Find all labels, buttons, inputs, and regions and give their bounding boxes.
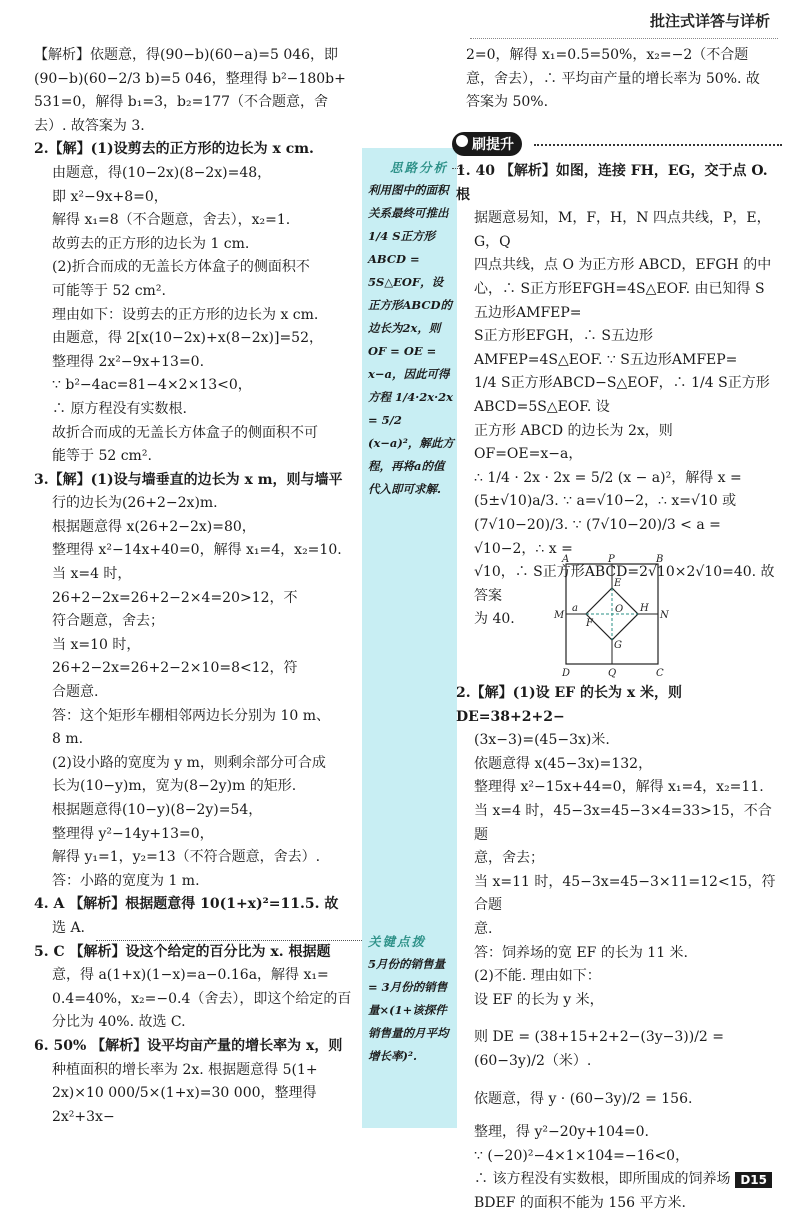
label-q: Q [608, 668, 617, 678]
sidebar-box-idea [368, 156, 454, 501]
left-line-0: 【解析】依题意，得(90−b)(60−a)=5 046，即 [34, 47, 339, 63]
left-line-10: 可能等于 52 cm². [52, 282, 166, 299]
right-line-31: BDEF 的面积不能为 156 平方米. [474, 1194, 686, 1211]
right-line-17: 依题意得 x(45−3x)=132， [474, 755, 653, 772]
left-line-40: 6. 50% 【解析】设平均亩产量的增长率为 x，则 [34, 1037, 343, 1054]
right-line-20: 意，舍去； [474, 850, 544, 867]
label-e: E [614, 578, 622, 589]
left-line-18: 3.【解】(1)设与墙垂直的边长为 x m，则与墙平 [34, 471, 343, 488]
left-line-30: 根据题意得(10−y)(8−2y)=54， [52, 802, 263, 818]
right-line-8: 1/4 S正方形ABCD−S△EOF，∴ 1/4 S正方形ABCD=5S△EOF. 设 [474, 375, 770, 415]
right-line-25: 设 EF 的长为 y 米， [474, 991, 604, 1008]
right-line-19: 当 x=4 时，45−3x=45−3×4=33>15，不合题 [474, 802, 772, 843]
left-line-13: 整理得 2x²−9x+13=0. [52, 353, 205, 370]
left-line-6: 即 x²−9x+8=0， [52, 188, 168, 205]
label-c: C [656, 668, 664, 678]
section-badge [452, 132, 522, 156]
left-line-8: 故剪去的正方形的边长为 1 cm. [52, 235, 250, 252]
right-line-7: S正方形EFGH，∴ S五边形AMFEP=4S△EOF. ∵ S五边形AMFEP= [474, 328, 738, 368]
section-label: 刷提升 [472, 137, 514, 153]
right-line-13: √10，∴ S正方形ABCD=2√10×2√10=40. 故答案 [474, 564, 775, 604]
left-line-26: 答：这个矩形车棚相邻两边长分别为 10 m、 [52, 707, 330, 724]
left-line-31: 整理得 y²−14y+13=0， [52, 825, 214, 842]
right-line-5: 四点共线，点 O 为正方形 ABCD，EFGH 的中 [474, 257, 772, 274]
label-b: B [656, 554, 664, 565]
left-line-2: 531=0，解得 b₁=3，b₂=177（不合题意，舍 [34, 94, 329, 111]
right-line-0: 2=0，解得 x₁=0.5=50%，x₂=−2（不合题 [466, 47, 749, 63]
right-line-4: 据题意易知，M，F，H，N 四点共线，P，E，G，Q [474, 210, 771, 250]
right-line-2: 答案为 50%. [466, 94, 549, 111]
pen-icon [456, 135, 468, 147]
left-line-15: ∴ 原方程没有实数根. [52, 400, 187, 417]
left-line-21: 整理得 x²−14x+40=0，解得 x₁=4，x₂=10. [52, 542, 342, 559]
right-column-bottom [456, 682, 778, 1215]
page-number-badge: D15 [735, 1172, 772, 1188]
left-line-38: 0.4=40%，x₂=−0.4（舍去），即这个给定的百 [52, 990, 352, 1007]
right-line-11: (5±√10)a/3. ∵ a=√10−2，∴ x=√10 或 [474, 493, 737, 510]
left-line-9: (2)折合而成的无盖长方体盒子的侧面积不 [52, 259, 310, 276]
sidebar-box-idea-text: 利用图中的面积关系最终可推出 1/4 S正方形ABCD = 5S△EOF，设正方形ABCD的边长为2x，则OF = OE = x−a，因此可得方程 1/4·2x·2x = 5/2 (x−a)²，解此方程，再将a的值代入即可求解. [368, 183, 454, 496]
label-h: H [640, 603, 649, 614]
left-line-5: 由题意，得(10−2x)(8−2x)=48， [52, 164, 272, 181]
section-heading [452, 132, 782, 158]
label-m: M [554, 610, 565, 621]
left-line-36: 5. C 【解析】设这个给定的百分比为 x. 根据题 [34, 943, 331, 960]
right-column-top [466, 44, 778, 115]
left-column [34, 44, 356, 1129]
left-line-28: (2)设小路的宽度为 y m，则剩余部分可合成 [52, 754, 326, 771]
left-line-25: 合题意. [52, 684, 99, 701]
right-line-9: 正方形 ABCD 的边长为 2x，则 OF=OE=x−a， [474, 422, 673, 463]
label-g: G [614, 640, 622, 651]
right-line-6: 心，∴ S正方形EFGH=4S△EOF. 由已知得 S五边形AMFEP= [474, 280, 765, 321]
left-line-11: 理由如下：设剪去的正方形的边长为 x cm. [52, 306, 319, 323]
right-line-16: (3x−3)=(45−3x)米. [474, 732, 610, 749]
left-line-4: 2.【解】(1)设剪去的正方形的边长为 x cm. [34, 141, 314, 158]
page-header: 批注式详答与详析 [649, 12, 770, 30]
section-dots [534, 144, 782, 146]
left-line-12: 由题意，得 2[x(10−2x)+x(8−2x)]=52， [52, 330, 323, 347]
sidebar-box-key [368, 930, 454, 1068]
right-line-3: 1. 40 【解析】如图，连接 FH，EG，交于点 O. 根 [456, 163, 768, 203]
right-line-1: 意，舍去），∴ 平均亩产量的增长率为 50%. 故 [466, 70, 760, 87]
right-line-22: 意. [474, 920, 493, 937]
right-line-24: (2)不能. 理由如下： [474, 968, 601, 985]
label-a-vertex: A [562, 554, 570, 565]
left-line-42: 2x)×10 000/5×(1+x)=30 000，整理得 2x²+3x− [52, 1085, 317, 1125]
label-d: D [562, 668, 571, 678]
left-line-35: 选 A. [52, 919, 86, 936]
sidebar-box-idea-title: 思路分析 [389, 160, 448, 175]
header-divider [470, 38, 778, 39]
left-line-32: 解得 y₁=1，y₂=13（不符合题意，舍去）. [52, 849, 321, 866]
square-figure [552, 554, 672, 678]
right-line-15: 2.【解】(1)设 EF 的长为 x 米，则 DE=38+2+2− [456, 685, 683, 725]
left-line-14: ∵ b²−4ac=81−4×2×13<0， [52, 377, 252, 394]
left-line-41: 种植面积的增长率为 2x. 根据题意得 5(1+ [52, 1061, 318, 1078]
left-line-39: 分比为 40%. 故选 C. [52, 1014, 186, 1031]
right-line-14: 为 40. [474, 611, 515, 628]
left-line-29: 长为(10−y)m，宽为(8−2y)m 的矩形. [52, 778, 297, 795]
left-line-20: 根据题意得 x(26+2−2x)=80， [52, 518, 256, 535]
right-line-29: ∵ (−20)²−4×1×104=−16<0， [474, 1147, 690, 1164]
left-line-22: 当 x=4 时，26+2−2x=26+2−2×4=20>12，不 [52, 566, 298, 606]
right-line-26: 则 DE = (38+15+2+2−(3y−3))/2 = (60−3y)/2（米）. [474, 1029, 724, 1069]
sidebar-box-key-text: 5月份的销售量 = 3月份的销售量×(1+该探件销售量的月平均增长率)². [368, 957, 449, 1063]
left-line-16: 故折合而成的无盖长方体盒子的侧面积不可 [52, 424, 318, 441]
right-line-23: 答：饲养场的宽 EF 的长为 11 米. [474, 944, 688, 961]
left-line-27: 8 m. [52, 731, 84, 748]
left-line-37: 意，得 a(1+x)(1−x)=a−0.16a，解得 x₁= [52, 967, 329, 984]
label-n: N [660, 610, 669, 621]
left-line-24: 当 x=10 时，26+2−2x=26+2−2×10=8<12，符 [52, 636, 298, 677]
left-line-3: 去）. 故答案为 3. [34, 117, 145, 134]
right-line-12: (7√10−20)/3. ∵ (7√10−20)/3 < a = √10−2，∴ x = [474, 516, 721, 557]
label-p: P [608, 554, 615, 565]
left-line-1: (90−b)(60−2/3 b)=5 046，整理得 b²−180b+ [34, 70, 346, 87]
right-line-30: ∴ 该方程没有实数根，即所围成的饲养场 [474, 1171, 731, 1188]
left-line-34: 4. A 【解析】根据题意得 10(1+x)²=11.5. 故 [34, 896, 339, 913]
left-line-7: 解得 x₁=8（不合题意，舍去），x₂=1. [52, 212, 291, 229]
left-line-33: 答：小路的宽度为 1 m. [52, 872, 200, 889]
left-line-17: 能等于 52 cm². [52, 448, 152, 465]
left-line-19: 行的边长为(26+2−2x)m. [52, 495, 218, 512]
right-line-28: 整理，得 y²−20y+104=0. [474, 1124, 649, 1141]
right-line-21: 当 x=11 时，45−3x=45−3×11=12<15，符合题 [474, 873, 776, 914]
label-a-side: a [572, 603, 578, 614]
label-f: F [586, 618, 593, 629]
right-line-18: 整理得 x²−15x+44=0，解得 x₁=4，x₂=11. [474, 779, 764, 796]
label-o: O [615, 604, 624, 615]
sidebar-box-key-title: 关键点拨 [368, 934, 427, 949]
right-line-10: ∴ 1/4 · 2x · 2x = 5/2 (x − a)²，解得 x = [474, 469, 742, 486]
left-line-23: 符合题意，舍去； [52, 613, 164, 630]
right-line-27: 依题意，得 y · (60−3y)/2 = 156. [474, 1090, 693, 1107]
